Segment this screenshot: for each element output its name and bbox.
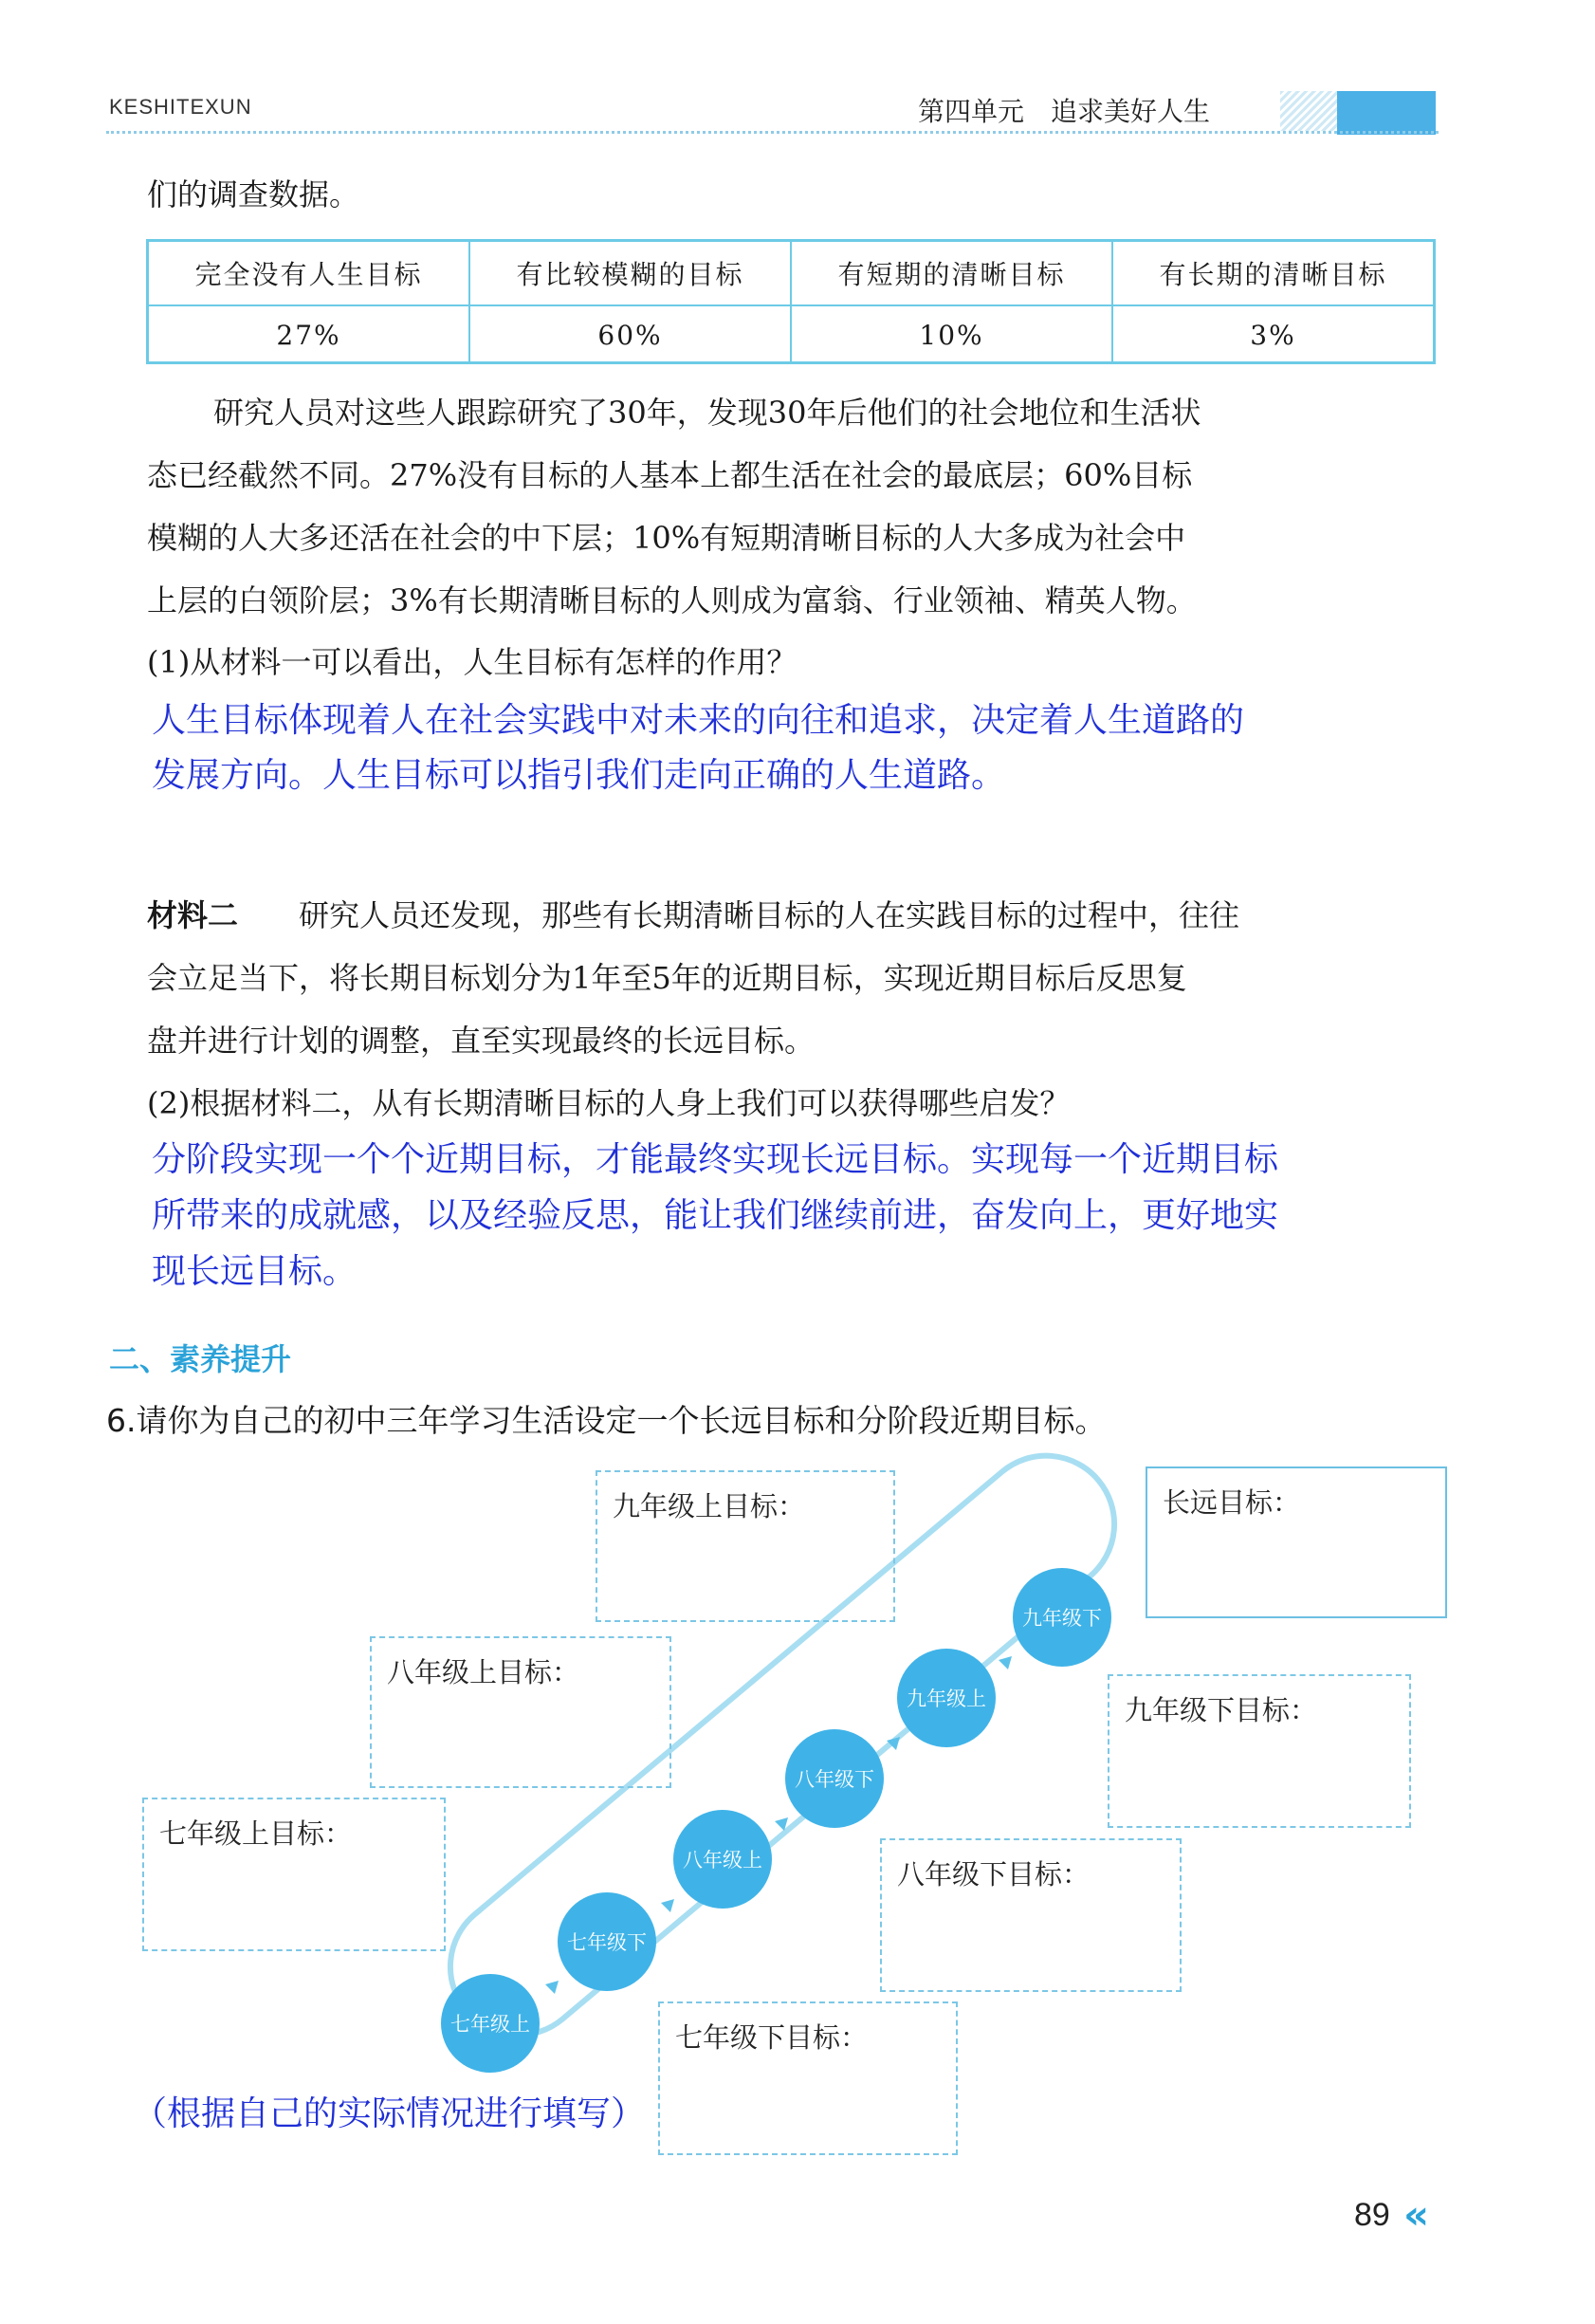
material2-line: 盘并进行计划的调整，直至实现最终的长远目标。 — [147, 1023, 816, 1059]
goal-box-label: 八年级下目标： — [897, 1858, 1091, 1891]
answer-1-line: 人生目标体现着人在社会实践中对未来的向往和追求，决定着人生道路的 — [152, 701, 1245, 740]
paragraph1-line: 研究人员对这些人跟踪研究了30年，发现30年后他们的社会地位和生活状 — [213, 395, 1201, 431]
goal-box-grade7-second[interactable] — [658, 2001, 958, 2155]
table-value-cell: 3% — [1250, 319, 1296, 351]
goal-box-grade8-second[interactable] — [880, 1838, 1182, 1992]
series-name: KESHITEXUN — [109, 95, 252, 119]
fill-note: （根据自己的实际情况进行填写） — [133, 2094, 646, 2133]
chevron-right-icon — [999, 1656, 1012, 1669]
stage-label: 八年级下 — [795, 1768, 874, 1791]
goal-box-grade7-first[interactable] — [142, 1798, 446, 1951]
material2-title: 材料二 — [147, 897, 239, 933]
intro-line: 们的调查数据。 — [147, 176, 360, 212]
material2-line: 会立足当下，将长期目标划分为1年至5年的近期目标，实现近期目标后反思复 — [147, 960, 1187, 996]
stage-label: 九年级上 — [907, 1688, 986, 1710]
goal-box-label: 九年级上目标： — [613, 1490, 806, 1522]
question-1: (1)从材料一可以看出，人生目标有怎样的作用？ — [147, 644, 798, 680]
answer-2-line: 所带来的成就感，以及经验反思，能让我们继续前进，奋发向上，更好地实 — [152, 1196, 1279, 1235]
table-header-cell: 有长期的清晰目标 — [1159, 259, 1387, 290]
paragraph1-line: 态已经截然不同。27%没有目标的人基本上都生活在社会的最底层；60%目标 — [147, 457, 1193, 493]
page-number: 89 — [1354, 2197, 1390, 2233]
goal-box-label: 八年级上目标： — [387, 1656, 580, 1688]
goal-box-label: 七年级上目标： — [159, 1817, 353, 1850]
table-header-cell: 有短期的清晰目标 — [792, 242, 1113, 304]
stage-label: 八年级上 — [683, 1849, 762, 1872]
goal-box-long-term[interactable] — [1146, 1466, 1447, 1618]
question-2: (2)根据材料二，从有长期清晰目标的人身上我们可以获得哪些启发？ — [147, 1085, 1071, 1121]
answer-2-line: 分阶段实现一个个近期目标，才能最终实现长远目标。实现每一个近期目标 — [152, 1140, 1279, 1179]
stage-label: 七年级下 — [567, 1931, 647, 1954]
table-value-cell: 60% — [470, 306, 792, 363]
goal-box-grade9-first[interactable] — [596, 1470, 895, 1622]
paragraph1-line: 模糊的人大多还活在社会的中下层；10%有短期清晰目标的人大多成为社会中 — [147, 520, 1186, 556]
goal-box-grade8-first[interactable] — [370, 1636, 671, 1788]
table-value-cell: 27% — [149, 306, 470, 363]
section-title: 二、素养提升 — [109, 1341, 292, 1377]
answer-2-line: 现长远目标。 — [152, 1252, 358, 1291]
goal-box-label: 七年级下目标： — [675, 2021, 869, 2054]
goal-box-label: 九年级下目标： — [1125, 1694, 1318, 1726]
unit-title: 第四单元 追求美好人生 — [918, 96, 1211, 127]
double-chevron-left-icon: « — [1403, 2191, 1430, 2238]
table-value-cell: 10% — [792, 306, 1113, 363]
answer-1-line: 发展方向。人生目标可以指引我们走向正确的人生道路。 — [152, 756, 1006, 795]
material2-line: 研究人员还发现，那些有长期清晰目标的人在实践目标的过程中，往往 — [299, 897, 1240, 933]
stage-label: 七年级上 — [450, 2013, 530, 2036]
goal-box-label: 长远目标： — [1163, 1486, 1301, 1519]
table-header-cell: 有比较模糊的目标 — [470, 242, 792, 304]
table-header-cell: 完全没有人生目标 — [149, 242, 470, 304]
goal-box-grade9-second[interactable] — [1108, 1674, 1411, 1828]
question-6: 6.请你为自己的初中三年学习生活设定一个长远目标和分阶段近期目标。 — [106, 1402, 1107, 1439]
stage-label: 九年级下 — [1022, 1607, 1102, 1630]
paragraph1-line: 上层的白领阶层；3%有长期清晰目标的人则成为富翁、行业领袖、精英人物。 — [147, 582, 1197, 618]
